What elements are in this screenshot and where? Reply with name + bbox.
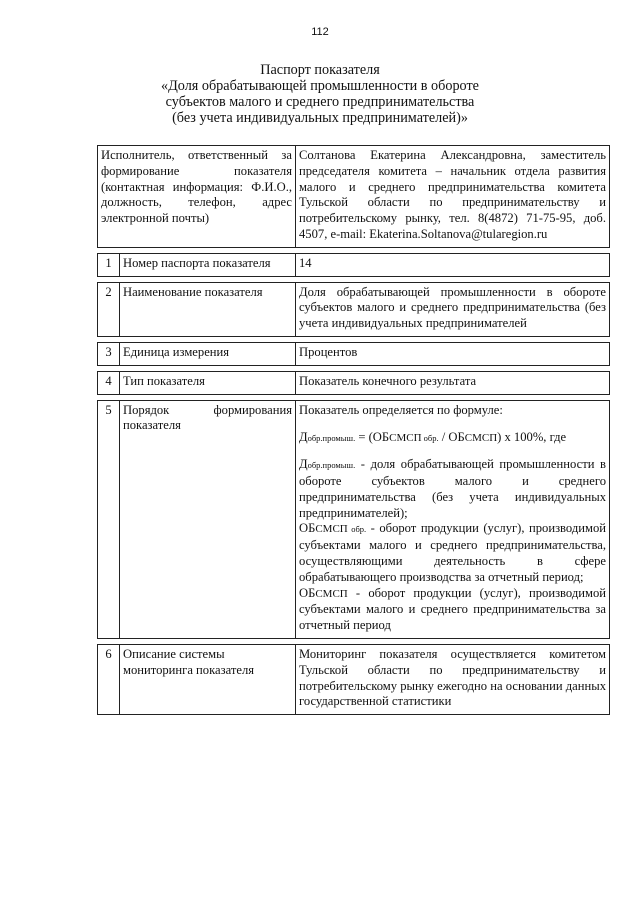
row-value: Доля обрабатывающей промышленности в обороте субъектов малого и среднего предпринимательства (без учета индивидуальных предпринимателей <box>296 282 610 336</box>
page-number: 112 <box>311 26 329 38</box>
title-line-1: Паспорт показателя <box>260 62 380 78</box>
document-title <box>60 62 580 126</box>
row-number: 5 <box>98 400 120 638</box>
definition-ob-total <box>299 586 606 634</box>
formula-intro: Показатель определяется по формуле: <box>299 402 503 417</box>
definition-d <box>299 457 606 521</box>
formula-cell <box>296 400 610 638</box>
formula-part-2: / ОБ <box>438 430 465 445</box>
title-line-4: (без учета индивидуальных предпринимателей)» <box>172 110 468 126</box>
formula-ob-subscript-1b: обр. <box>421 433 439 444</box>
definition-ob2-text: - оборот продукции (услуг), производимой субъектами малого и среднего предпринимательства за отчетный период <box>299 585 606 633</box>
definition-ob2-symbol: ОБ <box>299 585 316 600</box>
row-label: Номер паспорта показателя <box>120 253 296 276</box>
formula-d-subscript: обр.промыш. <box>307 433 356 444</box>
table-row <box>98 371 610 394</box>
executor-value: Солтанова Екатерина Александровна, заместитель председателя комитета – начальник отдела развития малого и среднего предпринимательства комитета Тульской области по предпринимательству и потребительскому рынку, тел. 8(4872) 71-75-95, доб. 4507, e-mail: Ekaterina.Soltanova@tularegion.ru <box>296 146 610 248</box>
formula-part-1: = (ОБ <box>355 430 390 445</box>
formula <box>299 430 606 447</box>
row-number: 6 <box>98 644 120 714</box>
table-row <box>98 644 610 714</box>
formula-part-3: ) х 100%, где <box>497 430 567 445</box>
definition-ob2-subscript: СМСП <box>315 587 348 600</box>
definition-d-text: - доля обрабатывающей промышленности в обороте субъектов малого и среднего предпринимательства (без учета индивидуальных предпринимателей); <box>299 457 606 520</box>
definition-ob1-symbol: ОБ <box>299 521 316 536</box>
table-row <box>98 400 610 638</box>
definition-d-subscript: обр.промыш. <box>307 460 356 471</box>
row-number: 3 <box>98 342 120 365</box>
definition-ob1-text: - оборот продукции (услуг), производимой субъектами малого и среднего предпринимательства, осуществляющими деятельность в сфере обрабатывающего производства за отчетный период; <box>299 521 607 584</box>
row-value: Показатель конечного результата <box>296 371 610 394</box>
row-value: Процентов <box>296 342 610 365</box>
title-line-3: субъектов малого и среднего предпринимательства <box>165 94 475 110</box>
executor-label: Исполнитель, ответственный за формирование показателя (контактная информация: Ф.И.О., должность, телефон, адрес электронной почты) <box>98 146 296 248</box>
row-label: Наименование показателя <box>120 282 296 336</box>
definition-ob1-subscript-b: обр. <box>347 524 367 535</box>
table-row <box>98 282 610 336</box>
row-label: Порядок формирования показателя <box>120 400 296 638</box>
formula-ob-subscript-1: СМСП <box>389 432 422 445</box>
definition-ob-manufacturing <box>299 521 606 585</box>
row-label: Тип показателя <box>120 371 296 394</box>
row-label: Описание системы мониторинга показателя <box>120 644 296 714</box>
row-value: Мониторинг показателя осуществляется комитетом Тульской области по предпринимательству и потребительскому рынку ежегодно на основании данных государственной статистики <box>296 644 610 714</box>
definition-d-symbol: Д <box>299 457 308 472</box>
formula-d: Д <box>299 430 308 445</box>
executor-row <box>98 146 610 248</box>
formula-ob-subscript-2: СМСП <box>464 432 498 445</box>
passport-table <box>97 145 610 715</box>
row-value: 14 <box>296 253 610 276</box>
row-number: 2 <box>98 282 120 336</box>
row-number: 1 <box>98 253 120 276</box>
row-label: Единица измерения <box>120 342 296 365</box>
table-row <box>98 253 610 276</box>
table-row <box>98 342 610 365</box>
row-number: 4 <box>98 371 120 394</box>
definition-ob1-subscript: СМСП <box>315 523 348 536</box>
title-line-2: «Доля обрабатывающей промышленности в обороте <box>161 78 479 94</box>
